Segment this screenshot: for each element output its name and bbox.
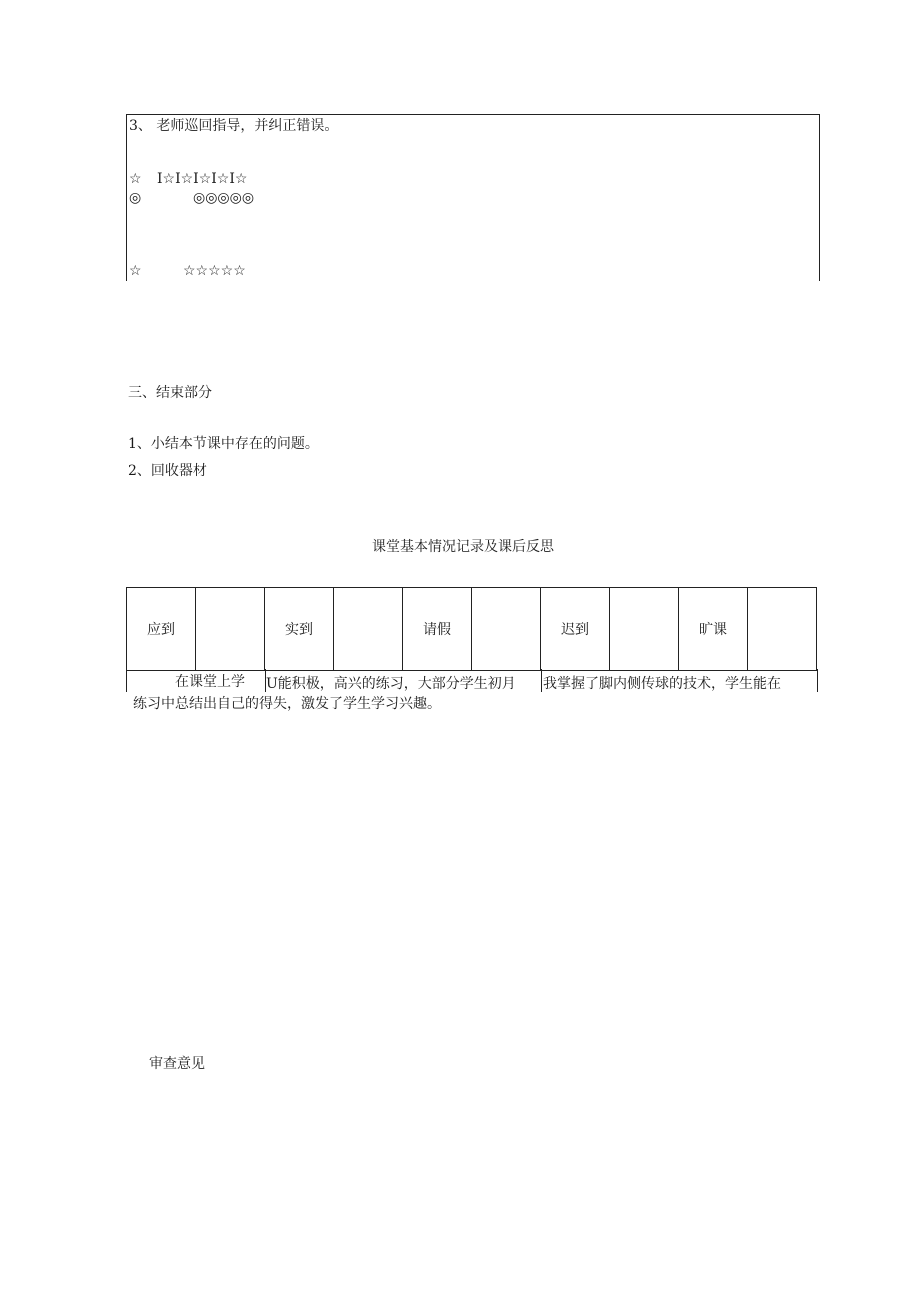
reflection-line-2: 练习中总结出自己的得失，激发了学生学习兴趣。 (133, 696, 441, 712)
reflection-border-right (817, 669, 818, 692)
reflection-border-left (126, 669, 127, 692)
formation-row-1-right: I☆I☆I☆I☆I☆ (157, 171, 248, 187)
formation-row-3-left: ☆ (129, 263, 142, 279)
formation-row-2-left: ◎ (129, 190, 142, 206)
value-leave (472, 588, 541, 671)
step-3-text: 3、 老师巡回指导，并纠正错误。 (129, 118, 339, 134)
formation-row-3-right: ☆☆☆☆☆ (183, 263, 246, 279)
header-expected: 应到 (127, 588, 196, 671)
formation-row-1-left: ☆ (129, 171, 142, 187)
value-late (610, 588, 679, 671)
reflection-segment-3: 我掌握了脚内侧传球的技术，学生能在 (543, 676, 781, 692)
review-label: 审查意见 (149, 1056, 205, 1072)
attendance-table (126, 587, 817, 671)
table-row (127, 588, 817, 671)
ending-heading: 三、结束部分 (128, 385, 212, 401)
reflection-border-mid-2 (541, 669, 542, 692)
reflection-segment-1: 在课堂上学 (175, 674, 245, 690)
value-absent (748, 588, 817, 671)
header-present: 实到 (265, 588, 334, 671)
ending-item-1: 1、小结本节课中存在的问题。 (128, 436, 319, 452)
value-present (334, 588, 403, 671)
header-leave: 请假 (403, 588, 472, 671)
header-absent: 旷课 (679, 588, 748, 671)
record-title: 课堂基本情况记录及课后反思 (372, 539, 554, 555)
formation-row-2-right: ◎◎◎◎◎ (193, 190, 255, 206)
header-late: 迟到 (541, 588, 610, 671)
ending-item-2: 2、回收器材 (128, 463, 207, 479)
reflection-segment-2: U能积极，高兴的练习，大部分学生初月 (266, 676, 516, 692)
value-expected (196, 588, 265, 671)
